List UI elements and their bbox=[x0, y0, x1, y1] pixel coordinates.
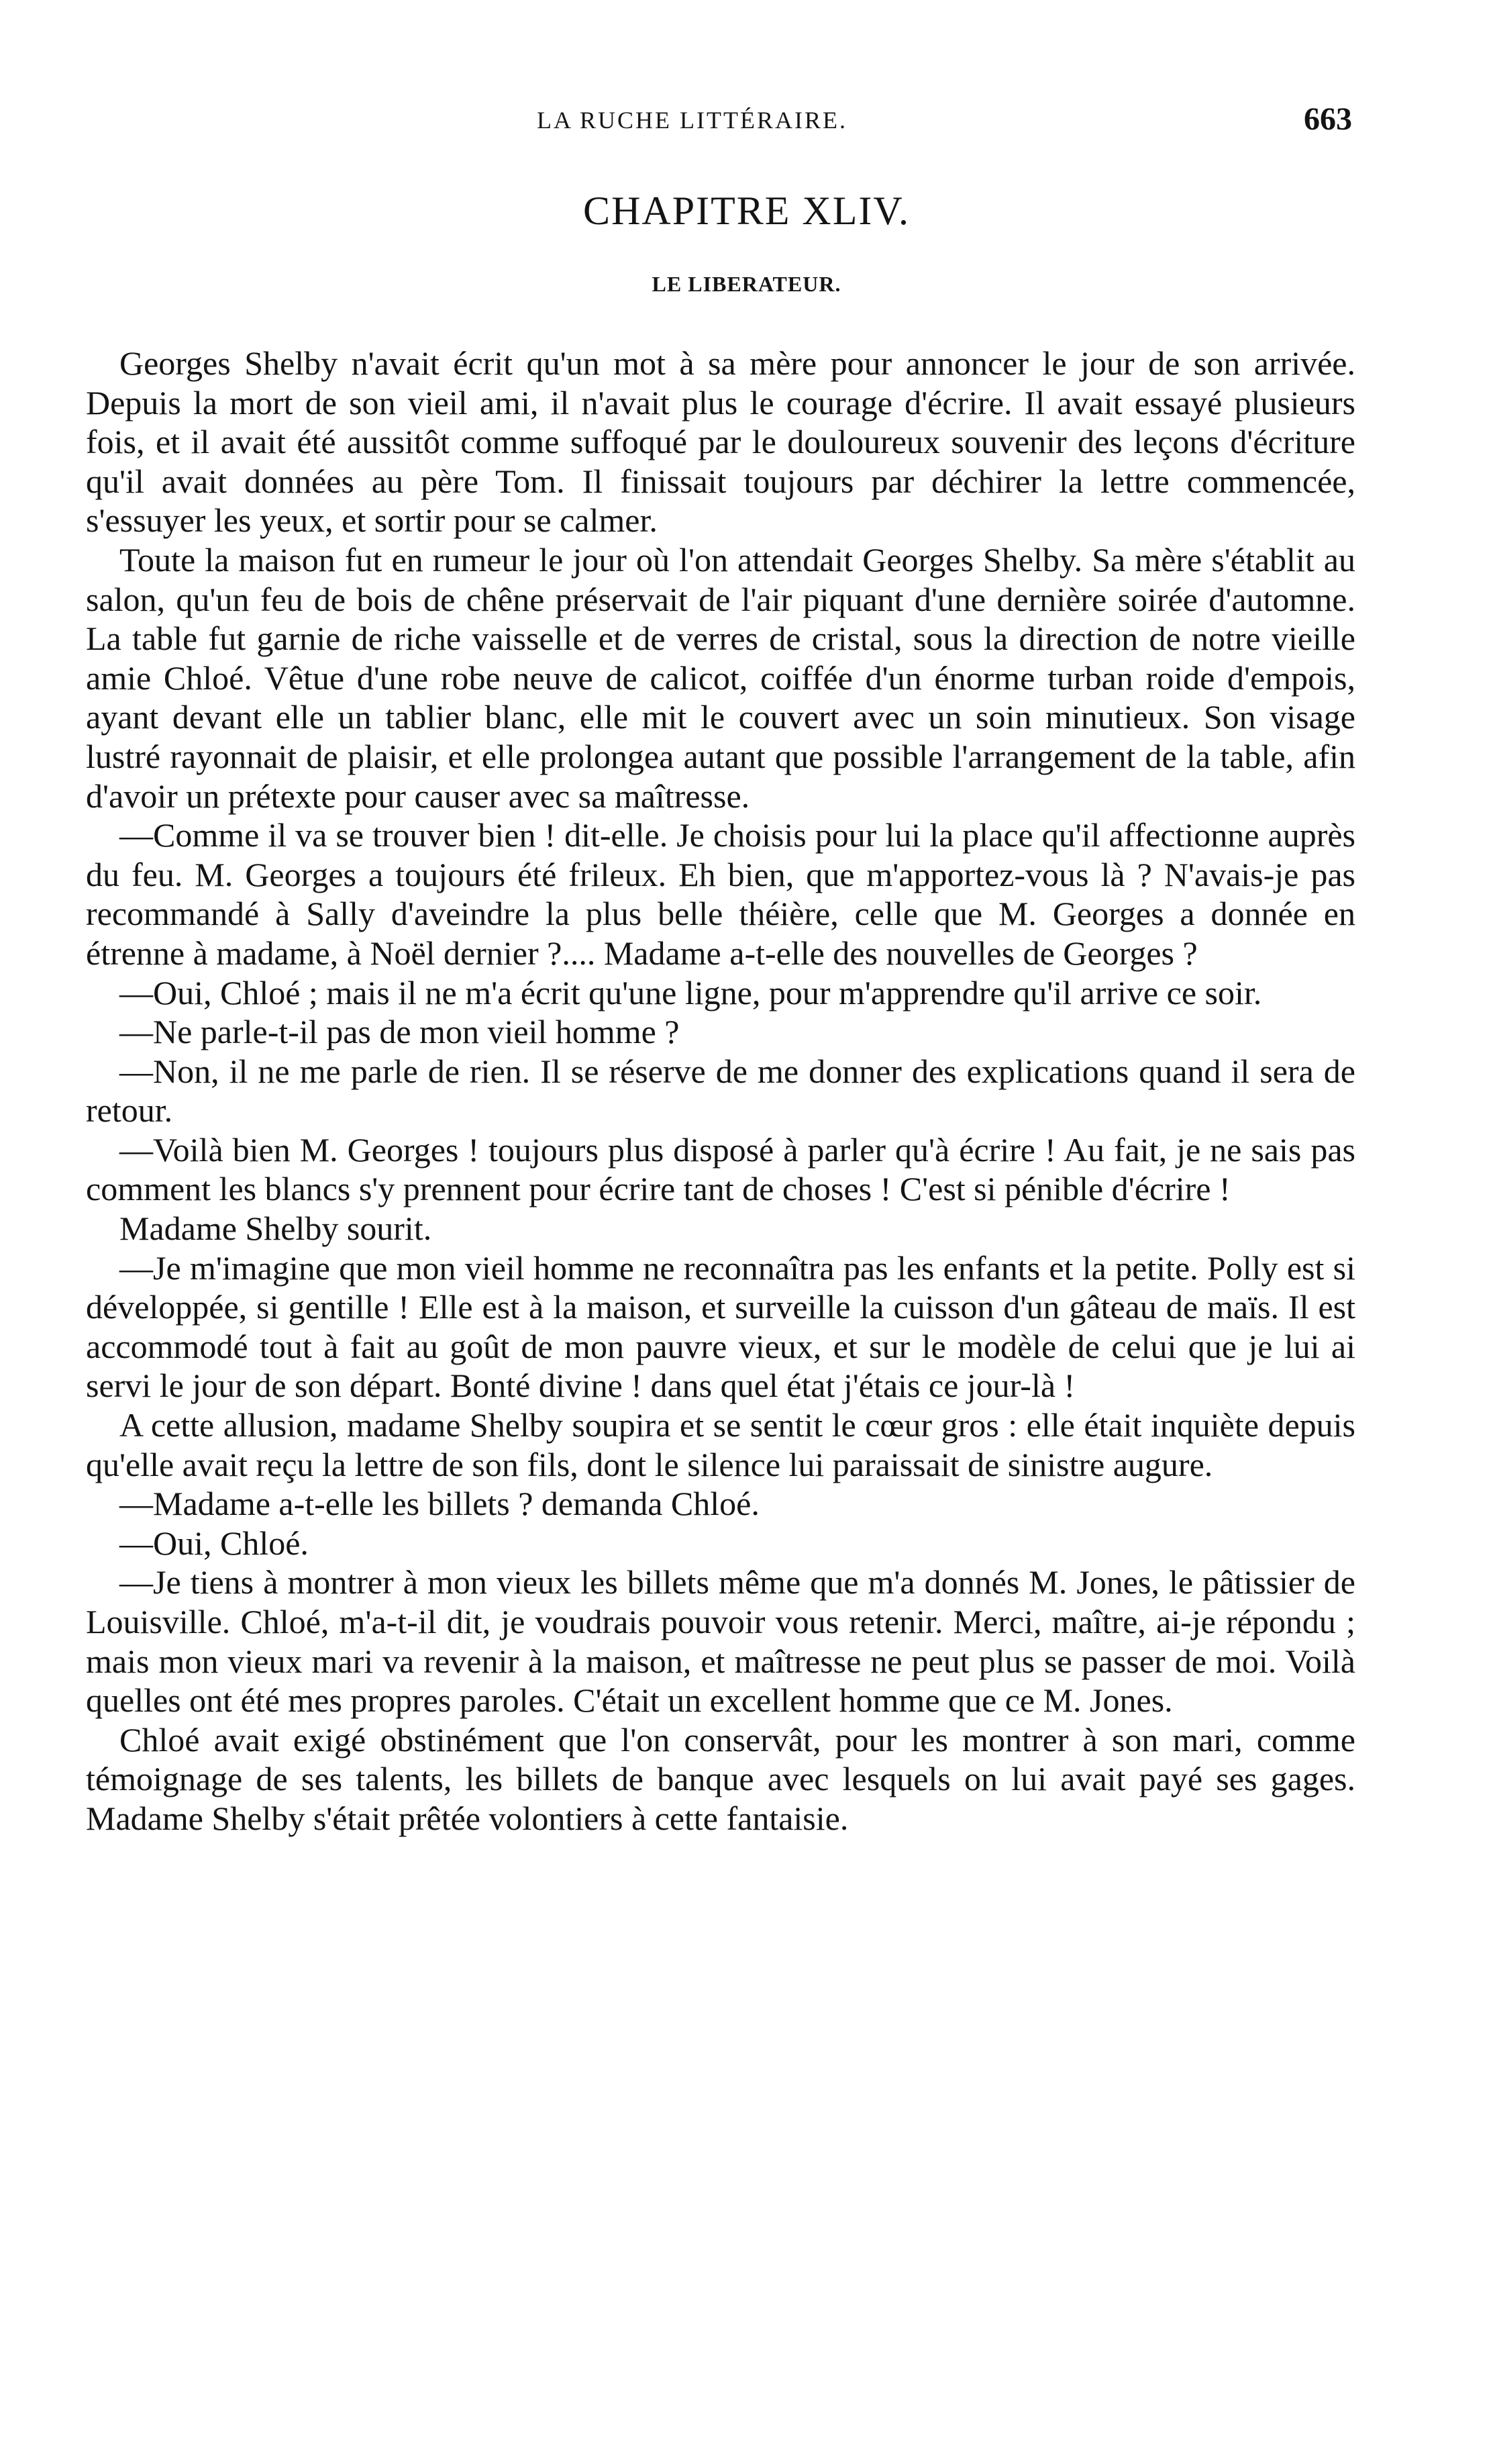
paragraph: —Oui, Chloé ; mais il ne m'a écrit qu'une ligne, pour m'apprendre qu'il arrive ce soir. bbox=[119, 973, 1262, 1012]
paragraph: Madame Shelby sourit. bbox=[119, 1210, 432, 1248]
page-number: 663 bbox=[1304, 101, 1352, 137]
running-head: LA RUCHE LITTÉRAIRE. bbox=[537, 107, 847, 134]
paragraph: —Je tiens à montrer à mon vieux les billets même que m'a donnés M. Jones, le pâtissier de Louisville. Chloé, m'a-t-il dit, je voudrais pouvoir vous retenir. Merci, maître, ai-je répondu ; mais mon vieux mari va revenir à la maison, et maîtresse ne peut plus se passer de moi. Voilà quelles ont été mes propres paroles. C'était un excellent homme que ce M. Jones. bbox=[86, 1563, 1355, 1720]
chapter-title: CHAPITRE XLIV. bbox=[583, 189, 910, 233]
body-text bbox=[86, 344, 1355, 1838]
paragraph: —Oui, Chloé. bbox=[119, 1524, 309, 1562]
paragraph: Georges Shelby n'avait écrit qu'un mot à sa mère pour annoncer le jour de son arrivée. Depuis la mort de son vieil ami, il n'avait plus le courage d'écrire. Il avait essayé plusieurs fois, et il avait été aussitôt comme suffoqué par le douloureux souvenir des leçons d'écriture qu'il avait données au père Tom. Il finissait toujours par déchirer la lettre commencée, s'essuyer les yeux, et sortir pour se calmer. bbox=[86, 344, 1355, 540]
paragraph: A cette allusion, madame Shelby soupira et se sentit le cœur gros : elle était inquiète depuis qu'elle avait reçu la lettre de son fils, dont le silence lui paraissait de sinistre augure. bbox=[86, 1406, 1355, 1483]
paragraph: —Voilà bien M. Georges ! toujours plus disposé à parler qu'à écrire ! Au fait, je ne sais pas comment les blancs s'y prennent pour écrire tant de choses ! C'est si pénible d'écrire ! bbox=[86, 1130, 1355, 1208]
paragraph: Chloé avait exigé obstinément que l'on conservât, pour les montrer à son mari, comme témoignage de ses talents, les billets de banque avec lesquels on lui avait payé ses gages. Madame Shelby s'était prêtée volontiers à cette fantaisie. bbox=[86, 1720, 1355, 1837]
paragraph: —Ne parle-t-il pas de mon vieil homme ? bbox=[119, 1013, 680, 1051]
paragraph: —Je m'imagine que mon vieil homme ne reconnaîtra pas les enfants et la petite. Polly est si développée, si gentille ! Elle est à la maison, et surveille la cuisson d'un gâteau de maïs. Il est accommodé tout à fait au goût de mon pauvre vieux, et sur le modèle de celui que je lui ai servi le jour de son départ. Bonté divine ! dans quel état j'étais ce jour-là ! bbox=[86, 1248, 1355, 1405]
paragraph: —Comme il va se trouver bien ! dit-elle. Je choisis pour lui la place qu'il affectionne auprès du feu. M. Georges a toujours été frileux. Eh bien, que m'apportez-vous là ? N'avais-je pas recommandé à Sally d'aveindre la plus belle théière, celle que M. Georges a donnée en étrenne à madame, à Noël dernier ?.... Madame a-t-elle des nouvelles de Georges ? bbox=[86, 816, 1355, 972]
chapter-subtitle: LE LIBERATEUR. bbox=[652, 272, 841, 296]
paragraph: Toute la maison fut en rumeur le jour où l'on attendait Georges Shelby. Sa mère s'établit au salon, qu'un feu de bois de chêne préservait de l'air piquant d'une dernière soirée d'automne. La table fut garnie de riche vaisselle et de verres de cristal, sous la direction de notre vieille amie Chloé. Vêtue d'une robe neuve de calicot, coiffée d'un énorme turban roide d'empois, ayant devant elle un tablier blanc, elle mit le couvert avec un soin minutieux. Son visage lustré rayonnait de plaisir, et elle prolongea autant que possible l'arrangement de la table, afin d'avoir un prétexte pour causer avec sa maîtresse. bbox=[86, 540, 1355, 815]
paragraph: —Madame a-t-elle les billets ? demanda Chloé. bbox=[119, 1485, 760, 1523]
paragraph: —Non, il ne me parle de rien. Il se réserve de me donner des explications quand il sera de retour. bbox=[86, 1052, 1355, 1130]
